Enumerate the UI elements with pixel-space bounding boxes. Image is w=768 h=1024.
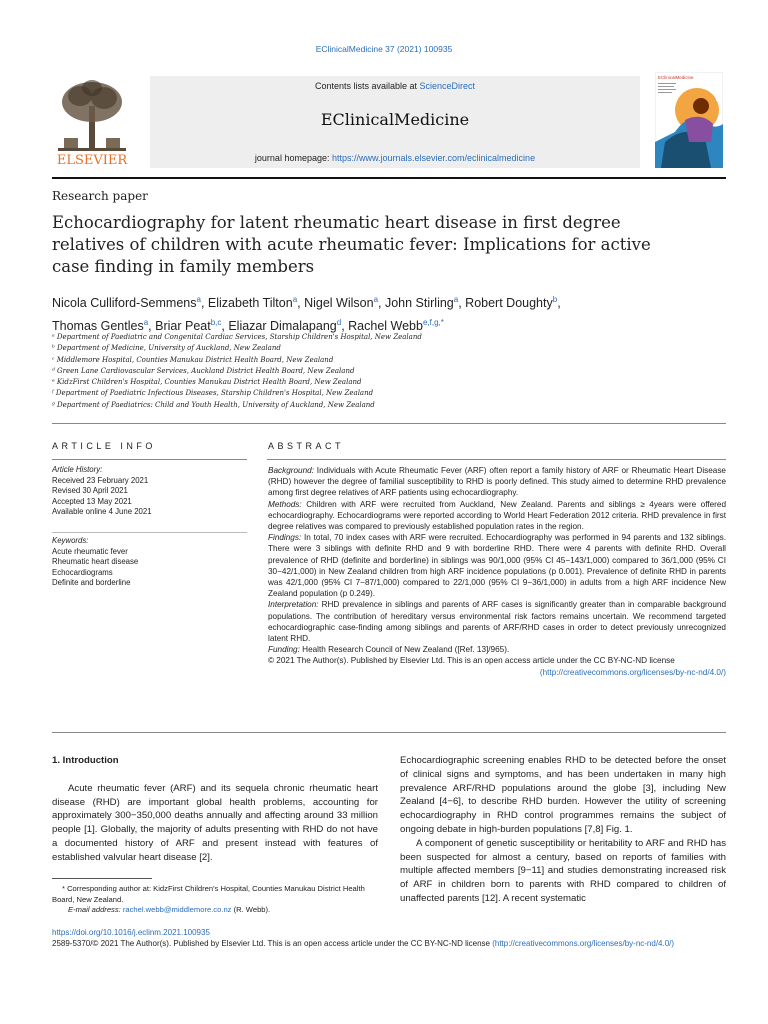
keywords-label: Keywords: (52, 536, 89, 545)
history-item: Received 23 February 2021 (52, 475, 149, 485)
abstract-section-text: RHD prevalence in siblings and parents of ARF cases is significantly greater than in comparable background populations. The contribution of hereditary versus environmental risk factors remains uncertain. We recommend targeted echocardiographic case-finding among siblings and parents of ARF/RHD cases in order to detect previously unrecognized latent RHD. (268, 600, 726, 644)
journal-banner (150, 76, 640, 168)
abstract-section-label: Funding: (268, 645, 300, 655)
journal-cover-thumbnail[interactable] (655, 72, 723, 168)
cover-title: EClinicalMedicine (658, 75, 694, 80)
email-label: E-mail address: (68, 905, 123, 914)
author-name: Nicola Culliford-Semmens (52, 296, 197, 311)
affiliation-item: ᶠ Department of Paediatric Infectious Diseases, Starship Children's Hospital, New Zealand (52, 389, 374, 398)
abstract-section-text: Individuals with Acute Rheumatic Fever (ARF) often report a family history of ARF or Rheumatic Heart Disease (RHD) however the degree of familial susceptibility to RHD is poorly defined. This study aimed to determine RHD prevalence among first degree relatives of ARF patients using echocardiography. (268, 466, 726, 498)
author-affiliation-marker[interactable]: e,f,g,* (422, 318, 444, 328)
author-affiliation-marker[interactable]: a (143, 318, 149, 328)
abstract-license-link[interactable]: (http://creativecommons.org/licenses/by-nc-nd/4.0/) (539, 667, 726, 677)
abstract-rule (267, 459, 726, 460)
abstract-section (268, 499, 726, 533)
article-type: Research paper (52, 189, 148, 203)
author-affiliation-marker[interactable]: a (196, 295, 201, 304)
affiliation-item: ᵉ KidzFirst Children's Hospital, Counties Manukau District Health Board, New Zealand (52, 378, 362, 387)
abstract-section (268, 599, 726, 644)
author-separator: , (200, 296, 208, 311)
article-history (52, 465, 247, 518)
doi-block (52, 927, 674, 949)
author-affiliation-marker[interactable]: b,c (210, 318, 222, 328)
affiliation-item: ᵈ Green Lane Cardiovascular Services, Auckland District Health Board, New Zealand (52, 366, 355, 375)
section-title-introduction: 1. Introduction (52, 755, 119, 766)
author-affiliation-marker[interactable]: a (292, 295, 298, 304)
author-name: Eliazar Dimalapang (228, 319, 337, 334)
author-affiliation-marker[interactable]: b (552, 295, 558, 304)
author-affiliation-marker[interactable]: d (336, 318, 342, 328)
keywords-block (52, 536, 247, 589)
corresponding-author-footnote (52, 884, 382, 916)
abstract-section (268, 532, 726, 599)
abstract-section-label: Methods: (268, 499, 302, 509)
author-affiliation-marker[interactable]: a (373, 295, 379, 304)
abstract-section (268, 644, 726, 655)
abstract-heading: ABSTRACT (268, 441, 345, 451)
abstract-bottom-divider (52, 732, 726, 733)
author-list (52, 290, 702, 336)
footnote-rule (52, 878, 152, 879)
author-affiliation-marker[interactable]: a (453, 295, 459, 304)
article-info-rule (52, 459, 247, 460)
keyword-item: Definite and borderline (52, 578, 131, 587)
corresponding-author-text: * Corresponding author at: KidzFirst Children's Hospital, Counties Manukau District Health Board, New Zealand. (52, 884, 365, 904)
article-info-heading: ARTICLE INFO (52, 441, 156, 451)
keywords-rule (52, 532, 247, 533)
article-title: Echocardiography for latent rheumatic heart disease in first degree relatives of children with acute rheumatic fever: Implications for active case finding in family members (52, 213, 651, 276)
author-separator: , (221, 319, 229, 334)
author-name: John Stirling (384, 296, 454, 311)
author-name: Elizabeth Tilton (207, 296, 293, 311)
abstract-body (268, 465, 726, 678)
title-divider (52, 423, 726, 424)
intro-paragraph-1: Acute rheumatic fever (ARF) and its sequela chronic rheumatic heart disease (RHD) are important global health problems, accounting for approximately 300−350,000 deaths annually and affecting around 33 million people [1]. Globally, the majority of adults presenting with RHD do not have a documented history of ARF and present instead with features of established valvular heart disease [2]. (52, 782, 378, 863)
contents-line (150, 81, 640, 91)
homepage-prefix: journal homepage: (254, 153, 332, 163)
abstract-section-text: In total, 70 index cases with ARF were recruited. Echocardiography was performed in 94 parents and 132 siblings. There were 3 siblings with definite RHD and 9 with borderline RHD. There were 4 parents with definite RHD. Overall prevalence of RHD (definite and borderline) in siblings was 90/1,000 (95% CI 45−143/1,000) compared to 36/1,000 (95% CI 30−42/1,000) in New Zealand children from high ARF incidence populations (p 0.001). Prevalence of definite RHD in parents was 42/1,000 (95% CI 7−87/1,000) compared to 22/1,000 (95% CI 9−36/1,000) in adults from a high ARF incidence New Zealand population (p 0.249). (268, 533, 726, 599)
author-separator: , (341, 319, 349, 334)
copyright-line: 2589-5370/© 2021 The Author(s). Published by Elsevier Ltd. This is an open access article under the CC BY-NC-ND license (52, 939, 493, 948)
keyword-list (52, 547, 247, 589)
abstract-section-text: Children with ARF were recruited from Auckland, New Zealand. Parents and siblings ≥ 4years were offered echocardiography. Echocardiograms were reported according to World Heart Federation 2012 criteria. RHD prevalence in first degree relatives was compared to previously established population rates in the region. (268, 499, 726, 532)
author-name: Robert Doughty (465, 296, 553, 311)
doi-link[interactable]: https://doi.org/10.1016/j.eclinm.2021.100935 (52, 928, 210, 937)
affiliation-item: ᵇ Department of Medicine, University of Auckland, New Zealand (52, 344, 281, 353)
history-item: Accepted 13 May 2021 (52, 496, 132, 506)
abstract-copyright: © 2021 The Author(s). Published by Elsevier Ltd. This is an open access article under the CC BY-NC-ND license (268, 656, 675, 666)
author-separator: , (557, 296, 561, 311)
affiliation-item: ᵃ Department of Paediatric and Congenital Cardiac Services, Starship Children's Hospital, New Zealand (52, 333, 422, 341)
email-suffix: (R. Webb). (231, 905, 271, 914)
author-name: Thomas Gentles (52, 319, 144, 334)
author-name: Briar Peat (155, 319, 211, 334)
elsevier-logo (52, 76, 132, 168)
homepage-link[interactable]: https://www.journals.elsevier.com/eclinicalmedicine (331, 153, 536, 163)
author-email-link[interactable]: rachel.webb@middlemore.co.nz (122, 905, 232, 914)
affiliation-item: ᶜ Middlemore Hospital, Counties Manukau District Health Board, New Zealand (52, 355, 334, 364)
intro-paragraph-2: Echocardiographic screening enables RHD to be detected before the onset of clinical signs and symptoms, and has been undertaken in many high prevalence ARF/RHD populations around the globe [3], including New Zealand [4−6], to describe RHD burden. However the utility of screening echocardiography in RHD control programmes remains the subject of ongoing debate in high-burden populations [7,8] Fig. 1. (400, 755, 726, 835)
author-name: Rachel Webb (348, 319, 423, 334)
abstract-sections (268, 465, 726, 655)
abstract-section-label: Background: (268, 466, 314, 475)
keyword-item: Echocardiograms (52, 567, 113, 577)
author-separator: , (148, 319, 156, 334)
abstract-section-text: Health Research Council of New Zealand ([Ref. 13]/965). (299, 645, 510, 655)
body-right-column (400, 754, 726, 906)
body-left-column (52, 754, 378, 865)
header-divider (52, 177, 726, 179)
author-separator: , (297, 296, 305, 311)
intro-paragraph-3: A component of genetic susceptibility or heritability to ARF and RHD has been suspected for almost a century, based on reports of families with multiple affected members [9−11] and studies demonstrating increased risk of ARF in children born to parents with RHD compared to children of unaffected parents [12]. A recent systematic (400, 837, 726, 904)
affiliation-list (52, 332, 692, 411)
journal-reference[interactable]: EClinicalMedicine 37 (2021) 100935 (315, 44, 453, 54)
author-name: Nigel Wilson (304, 296, 374, 311)
journal-title: EClinicalMedicine (320, 110, 470, 129)
keyword-item: Acute rheumatic fever (52, 546, 128, 556)
footer-license-link[interactable]: (http://creativecommons.org/licenses/by-nc-nd/4.0/) (492, 939, 675, 948)
author-separator: , (378, 296, 385, 311)
sciencedirect-link[interactable]: ScienceDirect (419, 81, 476, 91)
history-item: Available online 4 June 2021 (52, 507, 152, 516)
abstract-section-label: Findings: (268, 533, 302, 543)
elsevier-wordmark: ELSEVIER (56, 153, 128, 168)
keyword-item: Rheumatic heart disease (52, 557, 139, 566)
history-list (52, 476, 247, 518)
affiliation-item: ᵍ Department of Paediatrics: Child and Youth Health, University of Auckland, New Zealand (52, 400, 375, 409)
abstract-section (268, 465, 726, 499)
author-separator: , (458, 296, 466, 311)
journal-homepage (150, 153, 640, 163)
contents-prefix: Contents lists available at (314, 81, 420, 91)
abstract-section-label: Interpretation: (268, 600, 319, 610)
history-label: Article History: (52, 465, 103, 474)
history-item: Revised 30 April 2021 (52, 486, 128, 495)
